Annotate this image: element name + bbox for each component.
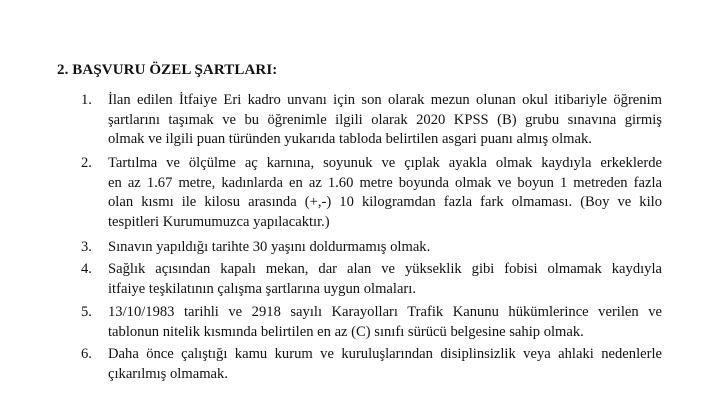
item-line: şartlarını taşımak ve bu öğrenimle ilgili olarak 2020 KPSS (B) grubu sınavına girmiş	[108, 111, 662, 128]
item-line: en az 1.67 metre, kadınlarda en az 1.60 metre boyunda olmak ve boyun 1 metreden fazla	[108, 174, 662, 191]
item-number: 1.	[81, 92, 92, 108]
item-line: Sınavın yapıldığı tarihte 30 yaşını doldurmamış olmak.	[108, 239, 431, 255]
item-text	[108, 238, 662, 258]
item-line: Daha önce çalıştığı kamu kurum ve kuruluşlarından disiplinsizlik veya ahlaki nedenlerle	[108, 346, 662, 362]
item-number: 5.	[81, 304, 92, 320]
item-line: olan kısmı ile kilosu arasında (+,-) 10 kilogramdan fazla fark olmaması. (Boy ve kilo	[108, 194, 662, 211]
item-text	[108, 345, 662, 384]
item-line: çıkarılmış olmamak.	[108, 365, 228, 382]
item-number: 2.	[81, 155, 92, 171]
item-number: 4.	[81, 261, 92, 277]
item-line: olmak ve ilgili puan türünden yukarıda tabloda belirtilen asgari puanı almış olmak.	[108, 131, 592, 148]
item-line: tablonun nitelik kısmında belirtilen en az (C) sınıfı sürücü belgesine sahip olmak.	[108, 323, 584, 340]
item-line: İlan edilen İtfaiye Eri kadro unvanı için son olarak mezun olunan okul itibariyle öğrenim	[108, 92, 662, 108]
item-text	[108, 91, 662, 150]
item-text	[108, 260, 662, 299]
section-heading: 2. BAŞVURU ÖZEL ŞARTLARI:	[57, 62, 278, 78]
item-line: 13/10/1983 tarihli ve 2918 sayılı Karayolları Trafik Kanunu hükümlerince verilen ve	[108, 304, 662, 320]
item-number: 6.	[81, 346, 92, 362]
item-line: Tartılma ve ölçülme aç karnına, soyunuk ve çıplak ayakla olmak kaydıyla erkeklerde	[108, 155, 662, 171]
item-line: tespitleri Kurumumuzca yapılacaktır.)	[108, 213, 330, 230]
item-line: itfaiye teşkilatının çalışma şartlarına uygun olmaları.	[108, 280, 416, 297]
item-number: 3.	[81, 239, 92, 255]
item-text	[108, 154, 662, 232]
item-line: Sağlık açısından kapalı mekan, dar alan ve yükseklik gibi fobisi olmamak kaydıyla	[108, 261, 662, 277]
item-text	[108, 303, 662, 342]
